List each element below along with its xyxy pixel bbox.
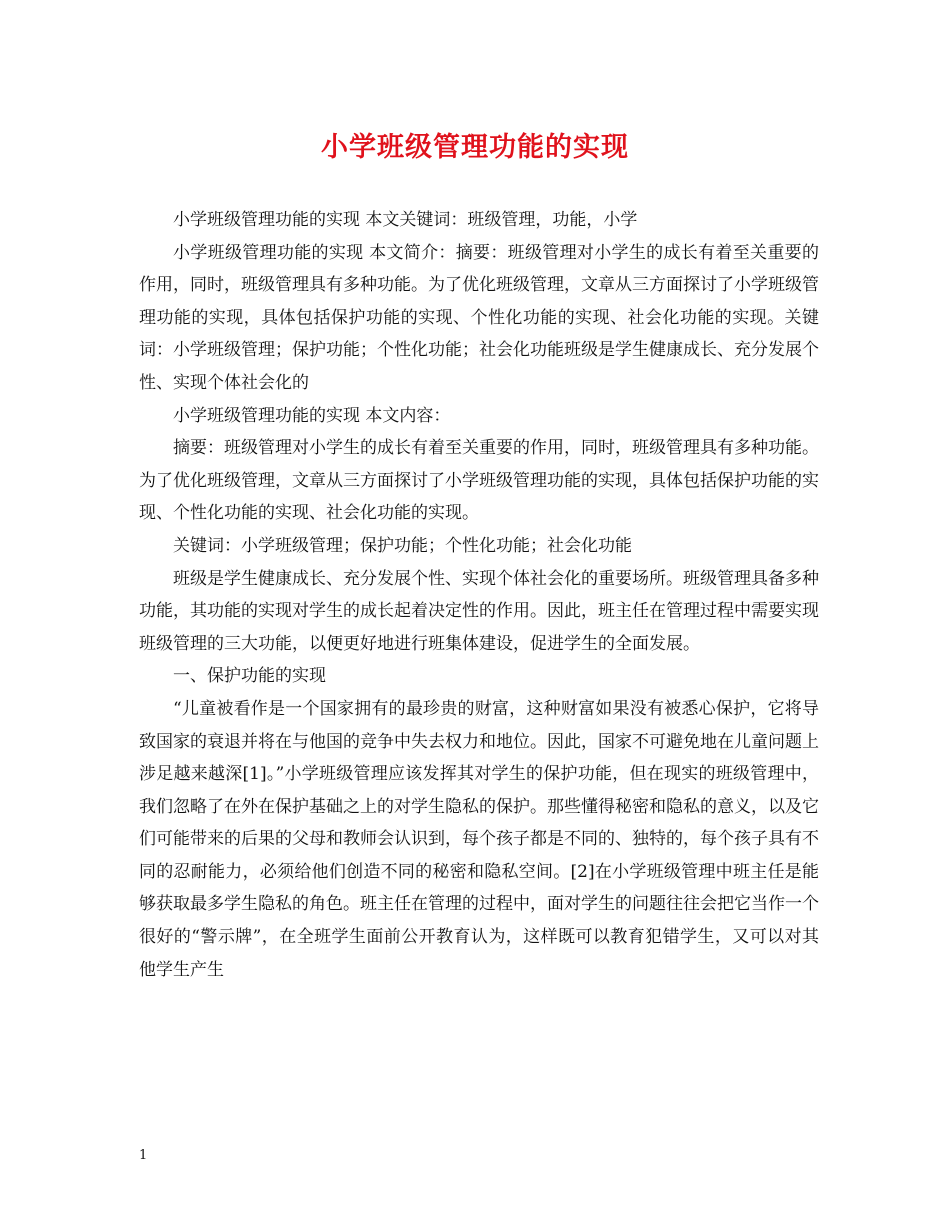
page-number: 1 (139, 1148, 148, 1163)
paragraph-introduction: 班级是学生健康成长、充分发展个性、实现个体社会化的重要场所。班级管理具备多种功能，其功能的实现对学生的成长起着决定性的作用。因此，班主任在管理过程中需要实现班级管理的三大功能，以便更好地进行班集体建设，促进学生的全面发展。 (139, 568, 819, 654)
paragraph-keywords-intro: 小学班级管理功能的实现 本文关键词：班级管理，功能，小学 (173, 210, 638, 230)
document-title: 小学班级管理功能的实现 (321, 132, 629, 163)
paragraph-content-heading: 小学班级管理功能的实现 本文内容： (173, 405, 451, 426)
section-heading-protection: 一、保护功能的实现 (173, 666, 326, 687)
paragraph-keywords: 关键词：小学班级管理；保护功能；个性化功能；社会化功能 (173, 535, 632, 556)
paragraph-summary-intro: 小学班级管理功能的实现 本文简介：摘要：班级管理对小学生的成长有着至关重要的作用，同时，班级管理具有多种功能。为了优化班级管理，文章从三方面探讨了小学班级管理功能的实现，具体包括保护功能的实现、个性化功能的实现、社会化功能的实现。关键词：小学班级管理；保护功能；个性化功能；社会化功能班级是学生健康成长、充分发展个性、实现个体社会化的 (139, 242, 819, 393)
paragraph-abstract: 摘要：班级管理对小学生的成长有着至关重要的作用，同时，班级管理具有多种功能。为了优化班级管理，文章从三方面探讨了小学班级管理功能的实现，具体包括保护功能的实现、个性化功能的实现、社会化功能的实现。 (139, 438, 819, 524)
paragraph-protection: “儿童被看作是一个国家拥有的最珍贵的财富，这种财富如果没有被悉心保护，它将导致国家的衰退并将在与他国的竞争中失去权力和地位。因此，国家不可避免地在儿童问题上涉足越来越深[1]。”小学班级管理应该发挥其对学生的保护功能，但在现实的班级管理中，我们忽略了在外在保护基础之上的对学生隐私的保护。那些懂得秘密和隐私的意义，以及它们可能带来的后果的父母和教师会认识到，每个孩子都是不同的、独特的，每个孩子具有不同的忍耐能力，必须给他们创造不同的秘密和隐私空间。[2]在小学班级管理中班主任是能够获取最多学生隐私的角色。班主任在管理的过程中，面对学生的问题往往会把它当作一个很好的“警示牌”，在全班学生面前公开教育认为，这样既可以教育犯错学生，又可以对其他学生产生 (139, 698, 819, 980)
document-body (139, 204, 819, 986)
